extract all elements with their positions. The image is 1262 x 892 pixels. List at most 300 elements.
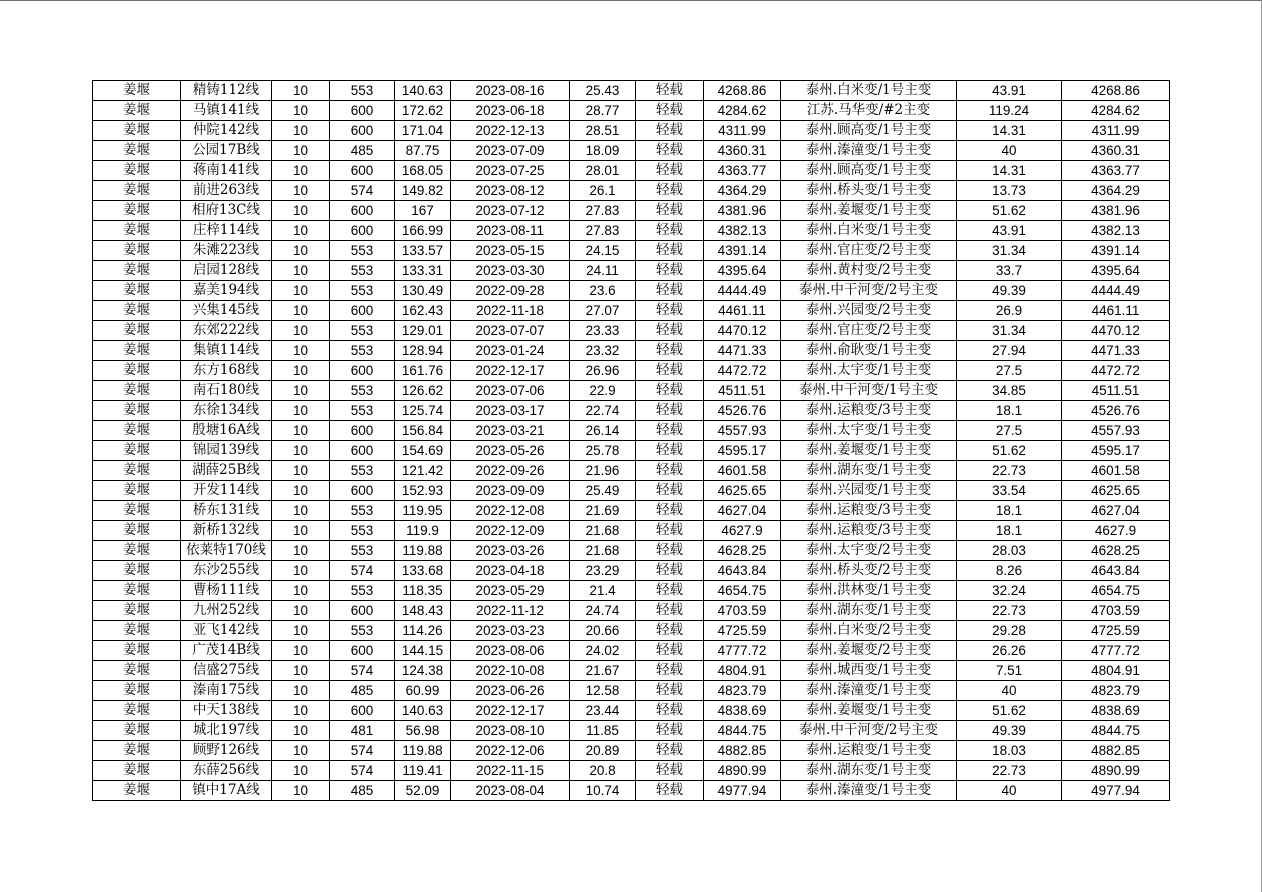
district-cell: 姜堰 (93, 741, 181, 761)
voltage-cell: 10 (272, 721, 330, 741)
load-status-cell: 轻载 (636, 661, 704, 681)
load-status-cell: 轻载 (636, 341, 704, 361)
rated-capacity-cell: 600 (330, 101, 395, 121)
transformer-cell: 泰州.中干河变/2号主变 (781, 281, 957, 301)
margin-cell: 4725.59 (704, 621, 781, 641)
load-status-cell: 轻载 (636, 521, 704, 541)
load-status-cell: 轻载 (636, 81, 704, 101)
transformer-cell: 泰州.运粮变/3号主变 (781, 401, 957, 421)
voltage-cell: 10 (272, 181, 330, 201)
load-rate-cell: 24.11 (570, 261, 636, 281)
line-name-cell: 东方168线 (181, 361, 272, 381)
transformer-cell: 泰州.太宇变/1号主变 (781, 421, 957, 441)
voltage-cell: 10 (272, 141, 330, 161)
transformer-cell: 泰州.太宇变/2号主变 (781, 541, 957, 561)
load-rate-cell: 25.78 (570, 441, 636, 461)
load-cell: 121.42 (395, 461, 451, 481)
rated-capacity-cell: 600 (330, 301, 395, 321)
date-cell: 2023-01-24 (451, 341, 570, 361)
data-table (92, 80, 1170, 801)
district-cell: 姜堰 (93, 421, 181, 441)
load-rate-cell: 27.07 (570, 301, 636, 321)
load-rate-cell: 28.51 (570, 121, 636, 141)
line-name-cell: 蒋南141线 (181, 161, 272, 181)
available-capacity-cell: 4470.12 (1062, 321, 1170, 341)
district-cell: 姜堰 (93, 561, 181, 581)
district-cell: 姜堰 (93, 181, 181, 201)
margin-cell: 4364.29 (704, 181, 781, 201)
voltage-cell: 10 (272, 81, 330, 101)
date-cell: 2022-12-17 (451, 701, 570, 721)
available-capacity-cell: 4882.85 (1062, 741, 1170, 761)
rated-capacity-cell: 600 (330, 441, 395, 461)
date-cell: 2023-07-09 (451, 141, 570, 161)
date-cell: 2023-07-06 (451, 381, 570, 401)
transformer-load-rate-cell: 28.03 (957, 541, 1062, 561)
transformer-load-rate-cell: 26.9 (957, 301, 1062, 321)
load-status-cell: 轻载 (636, 421, 704, 441)
rated-capacity-cell: 600 (330, 641, 395, 661)
margin-cell: 4471.33 (704, 341, 781, 361)
transformer-load-rate-cell: 26.26 (957, 641, 1062, 661)
date-cell: 2023-04-18 (451, 561, 570, 581)
rated-capacity-cell: 553 (330, 501, 395, 521)
load-cell: 166.99 (395, 221, 451, 241)
transformer-cell: 泰州.运粮变/3号主变 (781, 501, 957, 521)
load-status-cell: 轻载 (636, 221, 704, 241)
voltage-cell: 10 (272, 701, 330, 721)
load-rate-cell: 25.43 (570, 81, 636, 101)
margin-cell: 4627.04 (704, 501, 781, 521)
table-row (93, 201, 1170, 221)
district-cell: 姜堰 (93, 541, 181, 561)
rated-capacity-cell: 574 (330, 561, 395, 581)
table-row (93, 261, 1170, 281)
district-cell: 姜堰 (93, 341, 181, 361)
date-cell: 2023-03-26 (451, 541, 570, 561)
date-cell: 2022-12-09 (451, 521, 570, 541)
load-rate-cell: 21.4 (570, 581, 636, 601)
load-cell: 129.01 (395, 321, 451, 341)
table-row (93, 541, 1170, 561)
rated-capacity-cell: 600 (330, 361, 395, 381)
load-rate-cell: 22.74 (570, 401, 636, 421)
margin-cell: 4311.99 (704, 121, 781, 141)
table-row (93, 741, 1170, 761)
transformer-load-rate-cell: 18.1 (957, 401, 1062, 421)
transformer-cell: 泰州.兴园变/2号主变 (781, 301, 957, 321)
available-capacity-cell: 4703.59 (1062, 601, 1170, 621)
transformer-cell: 泰州.白米变/2号主变 (781, 621, 957, 641)
voltage-cell: 10 (272, 541, 330, 561)
line-name-cell: 桥东131线 (181, 501, 272, 521)
transformer-load-rate-cell: 13.73 (957, 181, 1062, 201)
margin-cell: 4977.94 (704, 781, 781, 801)
date-cell: 2023-08-12 (451, 181, 570, 201)
load-status-cell: 轻载 (636, 441, 704, 461)
line-name-cell: 公园17B线 (181, 141, 272, 161)
rated-capacity-cell: 485 (330, 141, 395, 161)
margin-cell: 4882.85 (704, 741, 781, 761)
available-capacity-cell: 4363.77 (1062, 161, 1170, 181)
table-body (93, 81, 1170, 801)
district-cell: 姜堰 (93, 241, 181, 261)
district-cell: 姜堰 (93, 401, 181, 421)
load-status-cell: 轻载 (636, 701, 704, 721)
voltage-cell: 10 (272, 341, 330, 361)
line-name-cell: 亚飞142线 (181, 621, 272, 641)
load-status-cell: 轻载 (636, 561, 704, 581)
load-status-cell: 轻载 (636, 481, 704, 501)
transformer-cell: 泰州.姜堰变/1号主变 (781, 701, 957, 721)
transformer-load-rate-cell: 43.91 (957, 221, 1062, 241)
rated-capacity-cell: 553 (330, 461, 395, 481)
available-capacity-cell: 4890.99 (1062, 761, 1170, 781)
transformer-load-rate-cell: 22.73 (957, 601, 1062, 621)
table-row (93, 521, 1170, 541)
date-cell: 2022-11-18 (451, 301, 570, 321)
load-rate-cell: 21.96 (570, 461, 636, 481)
load-status-cell: 轻载 (636, 321, 704, 341)
voltage-cell: 10 (272, 781, 330, 801)
rated-capacity-cell: 481 (330, 721, 395, 741)
line-name-cell: 南石180线 (181, 381, 272, 401)
load-cell: 148.43 (395, 601, 451, 621)
load-cell: 56.98 (395, 721, 451, 741)
voltage-cell: 10 (272, 161, 330, 181)
table-row (93, 301, 1170, 321)
line-name-cell: 启园128线 (181, 261, 272, 281)
transformer-cell: 泰州.运粮变/3号主变 (781, 521, 957, 541)
voltage-cell: 10 (272, 581, 330, 601)
rated-capacity-cell: 553 (330, 81, 395, 101)
load-rate-cell: 26.96 (570, 361, 636, 381)
transformer-cell: 泰州.运粮变/1号主变 (781, 741, 957, 761)
table-row (93, 181, 1170, 201)
load-cell: 162.43 (395, 301, 451, 321)
date-cell: 2022-12-06 (451, 741, 570, 761)
voltage-cell: 10 (272, 281, 330, 301)
rated-capacity-cell: 553 (330, 321, 395, 341)
transformer-cell: 泰州.白米变/1号主变 (781, 81, 957, 101)
transformer-cell: 泰州.官庄变/2号主变 (781, 241, 957, 261)
date-cell: 2023-08-11 (451, 221, 570, 241)
district-cell: 姜堰 (93, 201, 181, 221)
transformer-cell: 泰州.姜堰变/1号主变 (781, 441, 957, 461)
available-capacity-cell: 4311.99 (1062, 121, 1170, 141)
transformer-load-rate-cell: 27.94 (957, 341, 1062, 361)
rated-capacity-cell: 574 (330, 661, 395, 681)
table-row (93, 81, 1170, 101)
margin-cell: 4395.64 (704, 261, 781, 281)
load-cell: 144.15 (395, 641, 451, 661)
transformer-cell: 泰州.顾高变/1号主变 (781, 161, 957, 181)
transformer-load-rate-cell: 49.39 (957, 721, 1062, 741)
voltage-cell: 10 (272, 421, 330, 441)
load-cell: 128.94 (395, 341, 451, 361)
date-cell: 2022-12-17 (451, 361, 570, 381)
load-cell: 156.84 (395, 421, 451, 441)
table-row (93, 321, 1170, 341)
table-row (93, 401, 1170, 421)
load-cell: 172.62 (395, 101, 451, 121)
voltage-cell: 10 (272, 521, 330, 541)
date-cell: 2022-10-08 (451, 661, 570, 681)
rated-capacity-cell: 485 (330, 681, 395, 701)
transformer-cell: 泰州.俞耿变/1号主变 (781, 341, 957, 361)
table-row (93, 141, 1170, 161)
voltage-cell: 10 (272, 401, 330, 421)
load-cell: 168.05 (395, 161, 451, 181)
date-cell: 2023-03-23 (451, 621, 570, 641)
table-row (93, 381, 1170, 401)
margin-cell: 4601.58 (704, 461, 781, 481)
rated-capacity-cell: 600 (330, 221, 395, 241)
available-capacity-cell: 4472.72 (1062, 361, 1170, 381)
date-cell: 2022-09-28 (451, 281, 570, 301)
available-capacity-cell: 4526.76 (1062, 401, 1170, 421)
transformer-load-rate-cell: 51.62 (957, 201, 1062, 221)
transformer-load-rate-cell: 27.5 (957, 421, 1062, 441)
voltage-cell: 10 (272, 481, 330, 501)
line-name-cell: 东沙255线 (181, 561, 272, 581)
district-cell: 姜堰 (93, 281, 181, 301)
table-row (93, 701, 1170, 721)
transformer-cell: 泰州.中干河变/2号主变 (781, 721, 957, 741)
district-cell: 姜堰 (93, 321, 181, 341)
transformer-load-rate-cell: 51.62 (957, 701, 1062, 721)
table-row (93, 341, 1170, 361)
load-cell: 87.75 (395, 141, 451, 161)
rated-capacity-cell: 574 (330, 181, 395, 201)
date-cell: 2023-06-26 (451, 681, 570, 701)
line-name-cell: 广茂14B线 (181, 641, 272, 661)
transformer-load-rate-cell: 14.31 (957, 121, 1062, 141)
rated-capacity-cell: 553 (330, 581, 395, 601)
table-row (93, 661, 1170, 681)
rated-capacity-cell: 553 (330, 621, 395, 641)
load-status-cell: 轻载 (636, 161, 704, 181)
line-name-cell: 开发114线 (181, 481, 272, 501)
transformer-cell: 泰州.洪林变/1号主变 (781, 581, 957, 601)
date-cell: 2023-07-07 (451, 321, 570, 341)
transformer-load-rate-cell: 33.54 (957, 481, 1062, 501)
load-rate-cell: 21.68 (570, 521, 636, 541)
voltage-cell: 10 (272, 641, 330, 661)
margin-cell: 4363.77 (704, 161, 781, 181)
transformer-load-rate-cell: 18.1 (957, 501, 1062, 521)
load-status-cell: 轻载 (636, 361, 704, 381)
district-cell: 姜堰 (93, 461, 181, 481)
margin-cell: 4627.9 (704, 521, 781, 541)
date-cell: 2023-05-29 (451, 581, 570, 601)
voltage-cell: 10 (272, 681, 330, 701)
load-rate-cell: 21.67 (570, 661, 636, 681)
available-capacity-cell: 4360.31 (1062, 141, 1170, 161)
date-cell: 2023-08-10 (451, 721, 570, 741)
load-cell: 119.88 (395, 741, 451, 761)
transformer-cell: 泰州.兴园变/1号主变 (781, 481, 957, 501)
transformer-load-rate-cell: 7.51 (957, 661, 1062, 681)
load-cell: 119.41 (395, 761, 451, 781)
load-rate-cell: 24.74 (570, 601, 636, 621)
load-rate-cell: 20.8 (570, 761, 636, 781)
voltage-cell: 10 (272, 321, 330, 341)
date-cell: 2022-12-13 (451, 121, 570, 141)
load-status-cell: 轻载 (636, 101, 704, 121)
transformer-load-rate-cell: 49.39 (957, 281, 1062, 301)
voltage-cell: 10 (272, 381, 330, 401)
margin-cell: 4625.65 (704, 481, 781, 501)
available-capacity-cell: 4627.9 (1062, 521, 1170, 541)
table-row (93, 361, 1170, 381)
load-status-cell: 轻载 (636, 281, 704, 301)
voltage-cell: 10 (272, 501, 330, 521)
transformer-load-rate-cell: 22.73 (957, 761, 1062, 781)
voltage-cell: 10 (272, 441, 330, 461)
load-rate-cell: 22.9 (570, 381, 636, 401)
load-status-cell: 轻载 (636, 721, 704, 741)
load-rate-cell: 20.89 (570, 741, 636, 761)
available-capacity-cell: 4444.49 (1062, 281, 1170, 301)
transformer-load-rate-cell: 31.34 (957, 241, 1062, 261)
district-cell: 姜堰 (93, 501, 181, 521)
date-cell: 2023-07-12 (451, 201, 570, 221)
load-cell: 114.26 (395, 621, 451, 641)
load-cell: 167 (395, 201, 451, 221)
load-rate-cell: 23.32 (570, 341, 636, 361)
load-rate-cell: 27.83 (570, 201, 636, 221)
load-rate-cell: 11.85 (570, 721, 636, 741)
transformer-cell: 江苏.马华变/#2主变 (781, 101, 957, 121)
available-capacity-cell: 4823.79 (1062, 681, 1170, 701)
voltage-cell: 10 (272, 101, 330, 121)
load-rate-cell: 23.44 (570, 701, 636, 721)
load-status-cell: 轻载 (636, 381, 704, 401)
available-capacity-cell: 4627.04 (1062, 501, 1170, 521)
load-status-cell: 轻载 (636, 181, 704, 201)
available-capacity-cell: 4838.69 (1062, 701, 1170, 721)
table-row (93, 561, 1170, 581)
load-rate-cell: 23.33 (570, 321, 636, 341)
available-capacity-cell: 4268.86 (1062, 81, 1170, 101)
district-cell: 姜堰 (93, 521, 181, 541)
load-status-cell: 轻载 (636, 641, 704, 661)
date-cell: 2022-11-12 (451, 601, 570, 621)
district-cell: 姜堰 (93, 361, 181, 381)
margin-cell: 4838.69 (704, 701, 781, 721)
table-row (93, 121, 1170, 141)
transformer-load-rate-cell: 31.34 (957, 321, 1062, 341)
line-name-cell: 信盛275线 (181, 661, 272, 681)
margin-cell: 4391.14 (704, 241, 781, 261)
rated-capacity-cell: 574 (330, 741, 395, 761)
load-rate-cell: 18.09 (570, 141, 636, 161)
district-cell: 姜堰 (93, 141, 181, 161)
load-rate-cell: 26.14 (570, 421, 636, 441)
date-cell: 2023-05-26 (451, 441, 570, 461)
voltage-cell: 10 (272, 761, 330, 781)
district-cell: 姜堰 (93, 761, 181, 781)
load-status-cell: 轻载 (636, 261, 704, 281)
line-name-cell: 锦园139线 (181, 441, 272, 461)
margin-cell: 4472.72 (704, 361, 781, 381)
load-status-cell: 轻载 (636, 681, 704, 701)
load-rate-cell: 27.83 (570, 221, 636, 241)
load-cell: 171.04 (395, 121, 451, 141)
transformer-cell: 泰州.城西变/1号主变 (781, 661, 957, 681)
transformer-cell: 泰州.中干河变/1号主变 (781, 381, 957, 401)
transformer-cell: 泰州.湖东变/1号主变 (781, 461, 957, 481)
district-cell: 姜堰 (93, 601, 181, 621)
table-row (93, 781, 1170, 801)
load-cell: 119.95 (395, 501, 451, 521)
transformer-load-rate-cell: 33.7 (957, 261, 1062, 281)
voltage-cell: 10 (272, 261, 330, 281)
table-row (93, 641, 1170, 661)
district-cell: 姜堰 (93, 121, 181, 141)
date-cell: 2023-09-09 (451, 481, 570, 501)
table-row (93, 601, 1170, 621)
margin-cell: 4628.25 (704, 541, 781, 561)
line-name-cell: 东薛256线 (181, 761, 272, 781)
margin-cell: 4526.76 (704, 401, 781, 421)
rated-capacity-cell: 600 (330, 601, 395, 621)
margin-cell: 4777.72 (704, 641, 781, 661)
margin-cell: 4844.75 (704, 721, 781, 741)
load-status-cell: 轻载 (636, 461, 704, 481)
district-cell: 姜堰 (93, 481, 181, 501)
load-status-cell: 轻载 (636, 301, 704, 321)
district-cell: 姜堰 (93, 781, 181, 801)
date-cell: 2023-03-30 (451, 261, 570, 281)
margin-cell: 4804.91 (704, 661, 781, 681)
line-name-cell: 精铸112线 (181, 81, 272, 101)
transformer-load-rate-cell: 51.62 (957, 441, 1062, 461)
rated-capacity-cell: 553 (330, 261, 395, 281)
table-row (93, 721, 1170, 741)
available-capacity-cell: 4364.29 (1062, 181, 1170, 201)
margin-cell: 4360.31 (704, 141, 781, 161)
transformer-load-rate-cell: 18.1 (957, 521, 1062, 541)
line-name-cell: 依莱特170线 (181, 541, 272, 561)
date-cell: 2023-03-21 (451, 421, 570, 441)
transformer-cell: 泰州.桥头变/2号主变 (781, 561, 957, 581)
load-status-cell: 轻载 (636, 621, 704, 641)
margin-cell: 4284.62 (704, 101, 781, 121)
table-row (93, 101, 1170, 121)
transformer-load-rate-cell: 43.91 (957, 81, 1062, 101)
load-status-cell: 轻载 (636, 601, 704, 621)
load-status-cell: 轻载 (636, 201, 704, 221)
available-capacity-cell: 4601.58 (1062, 461, 1170, 481)
load-cell: 124.38 (395, 661, 451, 681)
line-name-cell: 集镇114线 (181, 341, 272, 361)
margin-cell: 4557.93 (704, 421, 781, 441)
district-cell: 姜堰 (93, 381, 181, 401)
available-capacity-cell: 4391.14 (1062, 241, 1170, 261)
load-cell: 161.76 (395, 361, 451, 381)
available-capacity-cell: 4471.33 (1062, 341, 1170, 361)
margin-cell: 4444.49 (704, 281, 781, 301)
date-cell: 2023-03-17 (451, 401, 570, 421)
date-cell: 2023-06-18 (451, 101, 570, 121)
line-name-cell: 镇中17A线 (181, 781, 272, 801)
date-cell: 2023-08-04 (451, 781, 570, 801)
transformer-cell: 泰州.黄村变/2号主变 (781, 261, 957, 281)
available-capacity-cell: 4382.13 (1062, 221, 1170, 241)
rated-capacity-cell: 600 (330, 701, 395, 721)
